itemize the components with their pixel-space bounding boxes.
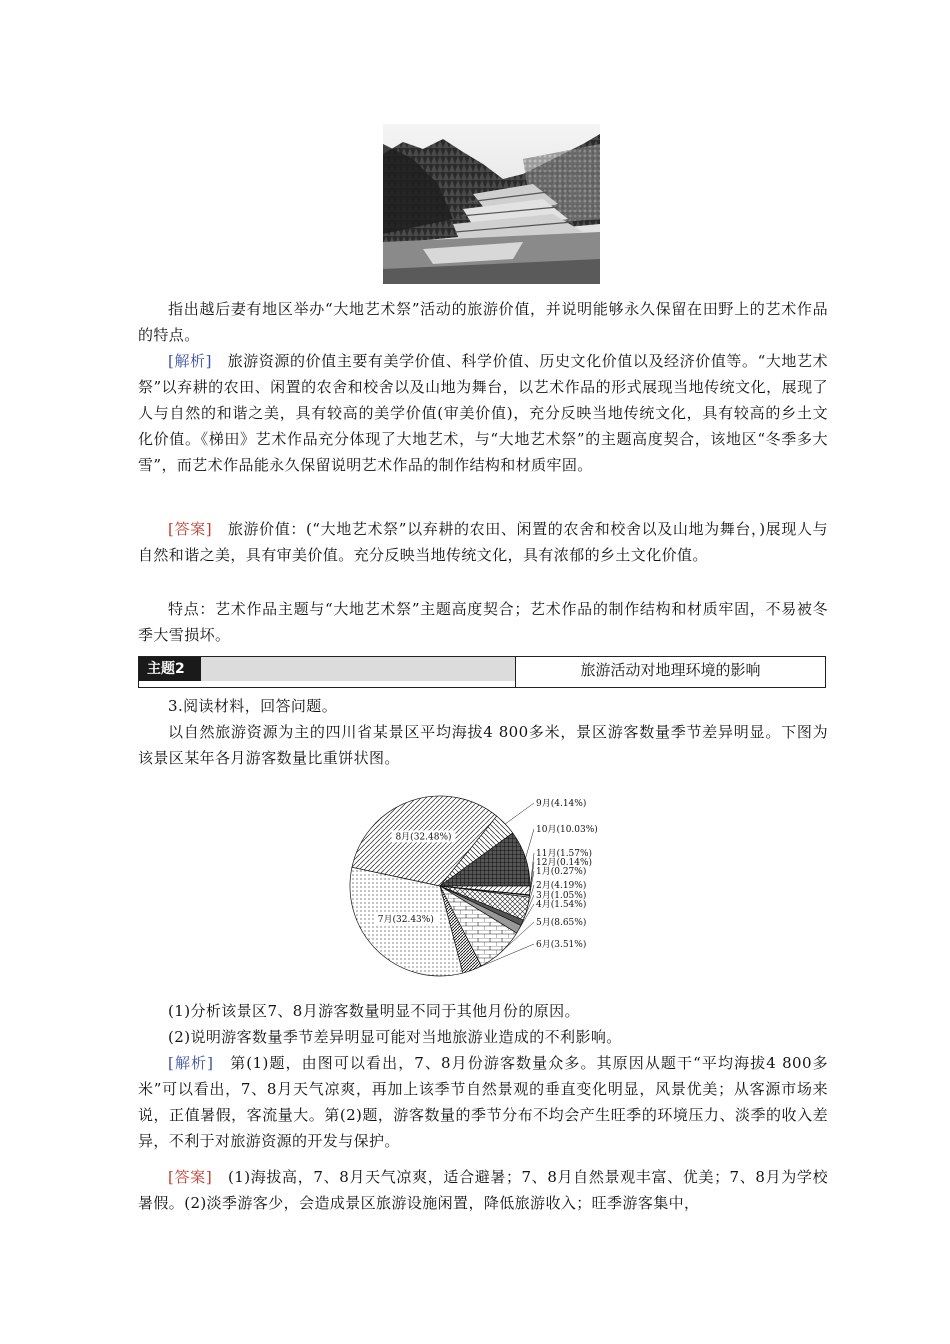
pie-label-2: 10月(10.03%) — [536, 825, 598, 835]
pie-label-10: 6月(3.51%) — [536, 940, 587, 950]
answer-text: (1)海拔高，7、8月天气凉爽，适合避暑；7、8月自然景观丰富、优美；7、8月为学校暑假。(2)淡季游客少，会造成景区旅游设施闲置，降低旅游收入；旺季游客集中， — [138, 1168, 828, 1212]
pie-label-9: 5月(8.65%) — [536, 918, 587, 928]
pie-leader-3 — [530, 853, 534, 890]
pie-label-6: 2月(4.19%) — [536, 881, 587, 891]
pie-leader-1 — [505, 803, 534, 824]
sub-question-2: (2)说明游客数量季节差异明显可能对当地旅游业造成的不利影响。 — [168, 1028, 622, 1046]
sub-question-1: (1)分析该景区7、8月游客数量明显不同于其他月份的原因。 — [168, 1002, 580, 1020]
answer-features: 特点：艺术作品主题与“大地艺术祭”主题高度契合；艺术作品的制作结构和材质牢固，不易被冬季大雪损坏。 — [138, 600, 828, 644]
pie-label-3: 11月(1.57%) — [536, 849, 593, 859]
answer-1 — [138, 516, 828, 568]
analysis-text: 第(1)题，由图可以看出，7、8月份游客数量众多。其原因从题干“平均海拔4 800多米”可以看出，7、8月天气凉爽，再加上该季节自然景观的垂直变化明显，风景优美；从客源市场来说，正值暑假，客流量大。第(2)题，游客数量的季节分布不均会产生旺季的环境压力、淡季的收入差异，不利于对旅游资源的开发与保护。 — [138, 1054, 828, 1150]
pie-label-11: 7月(32.43%) — [377, 914, 434, 925]
answer-3 — [138, 1164, 828, 1216]
answer-tag: [答案] — [168, 1168, 213, 1186]
analysis-1 — [138, 348, 828, 478]
question-3-title: 3.阅读材料，回答问题。 — [168, 697, 338, 715]
question-prompt: 指出越后妻有地区举办“大地艺术祭”活动的旅游价值，并说明能够永久保留在田野上的艺术作品的特点。 — [138, 300, 828, 344]
analysis-tag: [解析] — [168, 352, 212, 370]
analysis-text: 旅游资源的价值主要有美学价值、科学价值、历史文化价值以及经济价值等。“大地艺术祭”以弃耕的农田、闲置的农舍和校舍以及山地为舞台，以艺术作品的形式展现当地传统文化，展现了人与自然的和谐之美，具有较高的美学价值(审美价值)，充分反映当地传统文化，具有较高的乡土文化价值。《梯田》艺术作品充分体现了大地艺术，与“大地艺术祭”的主题高度契合，该地区“冬季多大雪”，而艺术作品能永久保留说明艺术作品的制作结构和材质牢固。 — [138, 352, 828, 474]
topic-badge: 主题2 — [139, 657, 201, 681]
analysis-3 — [138, 1050, 828, 1154]
pie-label-5: 1月(0.27%) — [536, 867, 587, 877]
analysis-tag: [解析] — [168, 1054, 214, 1072]
pie-leader-2 — [526, 829, 534, 858]
topic-banner — [138, 656, 826, 688]
terraced-fields-photo — [383, 124, 600, 284]
answer-text: 旅游价值：(“大地艺术祭”以弃耕的农田、闲置的农舍和校舍以及山地为舞台，)展现人与自然和谐之美，具有审美价值。充分反映当地传统文化，具有浓郁的乡土文化价值。 — [138, 520, 828, 564]
pie-label-1: 9月(4.14%) — [536, 799, 587, 809]
pie-label-4: 12月(0.14%) — [536, 858, 593, 868]
question-3-material: 以自然旅游资源为主的四川省某景区平均海拔4 800多米，景区游客数量季节差异明显。下图为该景区某年各月游客数量比重饼状图。 — [138, 723, 828, 767]
pie-label-7: 3月(1.05%) — [536, 891, 587, 901]
monthly-visitors-pie-chart — [340, 794, 670, 984]
pie-label-12: 8月(32.48%) — [395, 832, 452, 843]
topic-title: 旅游活动对地理环境的影响 — [580, 661, 761, 679]
pie-leader-4 — [530, 862, 534, 895]
answer-tag: [答案] — [168, 520, 213, 538]
pie-label-8: 4月(1.54%) — [536, 900, 587, 910]
